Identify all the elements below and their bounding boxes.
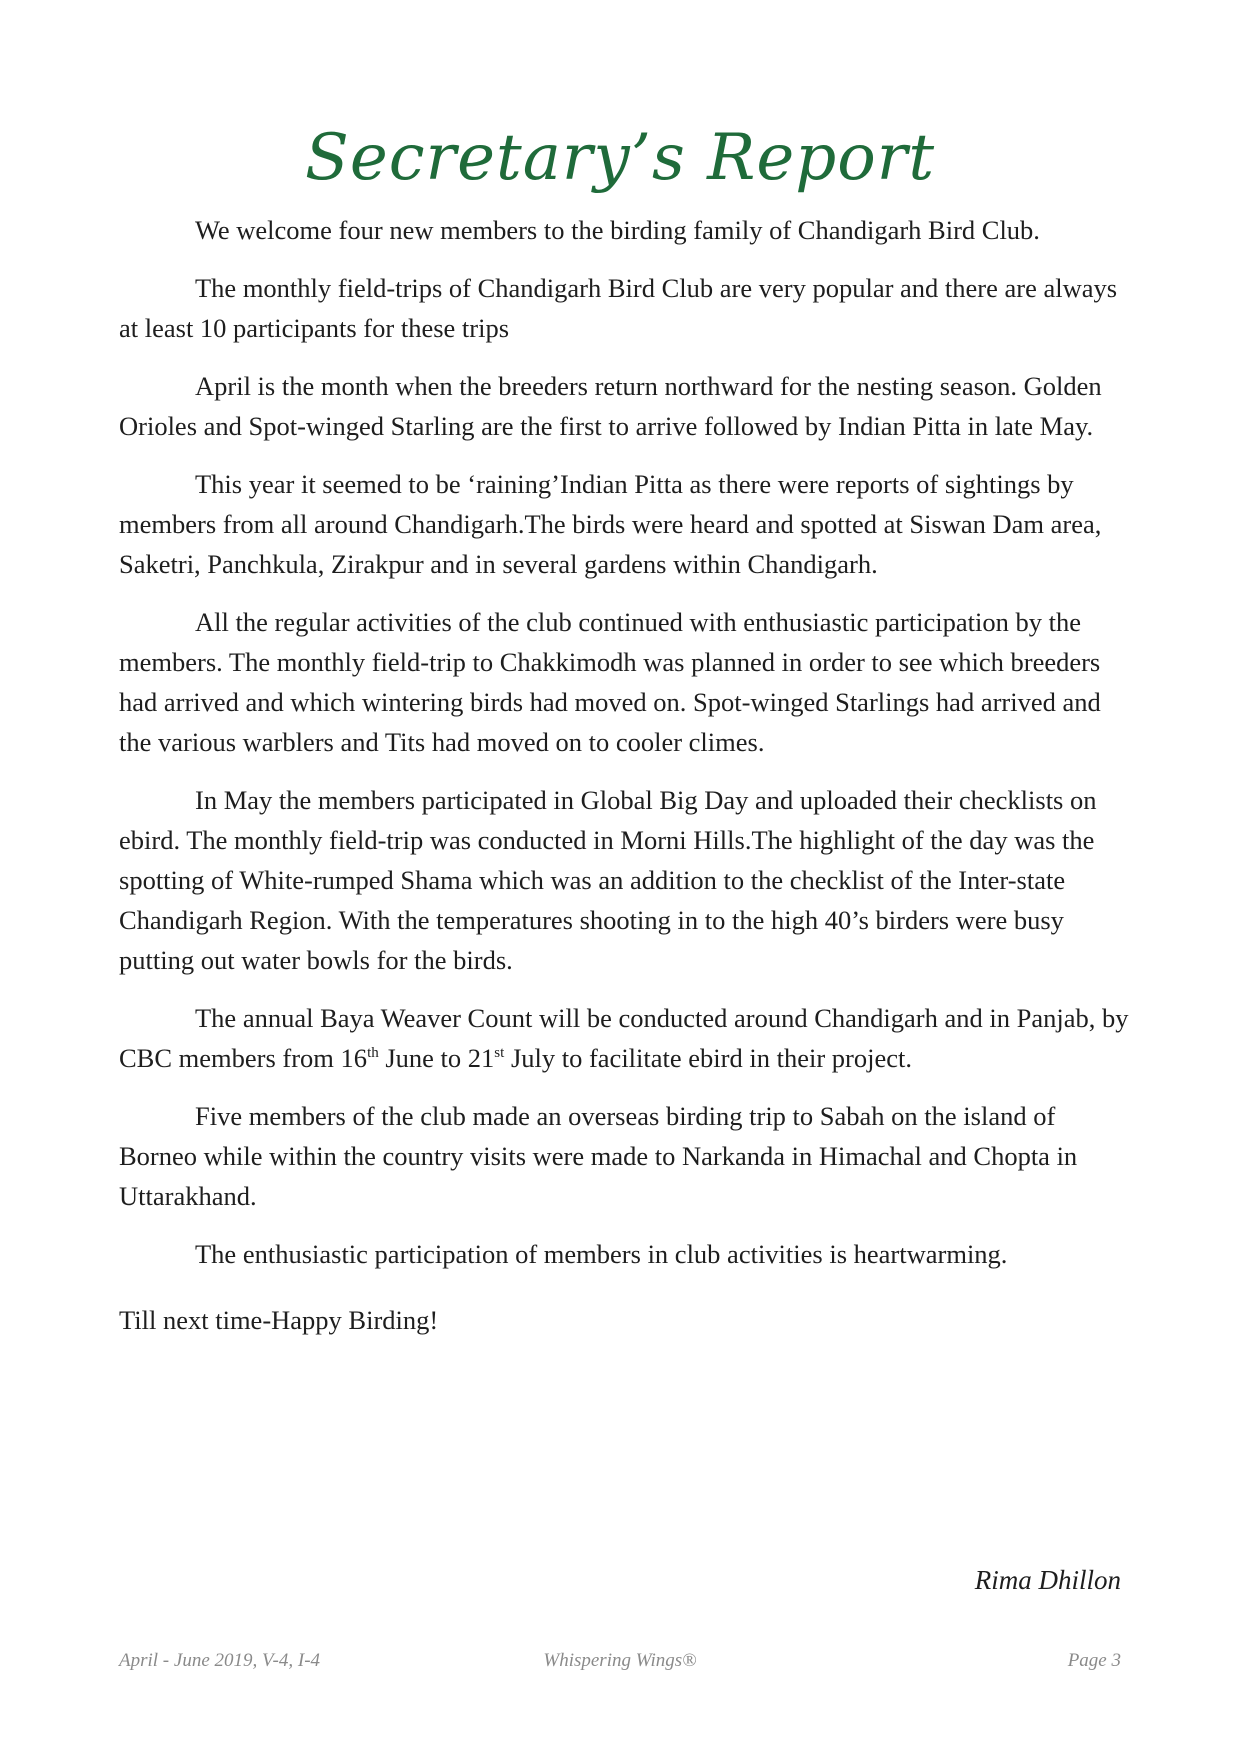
baya-sup-th: th [367, 1045, 379, 1061]
closing-line: Till next time-Happy Birding! [119, 1305, 439, 1335]
paragraph-global-big-day: In May the members participated in Global Big Day and uploaded their checklists on ebird. The monthly field-trip was conducted in Morni Hills.The highlight of the day was the spotting of White-rumped Shama which was an addition to the checklist of the Inter-state Chandigarh Region. With the temperatures shooting in to the high 40’s birders were busy putting out water bowls for the birds. [119, 785, 1097, 975]
baya-text-part1: The annual Baya Weaver Count will be conducted around Chandigarh and in Panjab, by CBC members from 16 [119, 1003, 1129, 1073]
paragraph-welcome: We welcome four new members to the birding family of Chandigarh Bird Club. [195, 215, 1040, 245]
paragraph-regular-activities: All the regular activities of the club continued with enthusiastic participation by the members. The monthly field-trip to Chakkimodh was planned in order to see which breeders had arrived and which wintering birds had moved on. Spot-winged Starlings had arrived and the various warblers and Tits had moved on to cooler climes. [119, 607, 1101, 757]
paragraph-indian-pitta: This year it seemed to be ‘raining’Indian Pitta as there were reports of sightings by members from all around Chandigarh.The birds were heard and spotted at Siswan Dam area, Saketri, Panchkula, Zirakpur and in several gardens within Chandigarh. [119, 469, 1102, 579]
baya-text-part2: June to 21 [378, 1043, 495, 1073]
report-body [119, 210, 1131, 1358]
footer-page-number: Page 3 [1067, 1650, 1121, 1671]
paragraph-field-trips: The monthly field-trips of Chandigarh Bird Club are very popular and there are always at least 10 participants for these trips [119, 273, 1118, 343]
paragraph-overseas-trip: Five members of the club made an overseas birding trip to Sabah on the island of Borneo while within the country visits were made to Narkanda in Himachal and Chopta in Uttarakhand. [119, 1101, 1078, 1211]
baya-sup-st: st [494, 1045, 505, 1061]
paragraph-breeders: April is the month when the breeders return northward for the nesting season. Golden Orioles and Spot-winged Starling are the first to arrive followed by Indian Pitta in late May. [119, 371, 1102, 441]
footer-publication: Whispering Wings® [543, 1650, 697, 1671]
paragraph-baya-weaver-count [119, 998, 1131, 1078]
signature: Rima Dhillon [974, 1565, 1121, 1595]
page-title: Secretary’s Report [304, 121, 936, 195]
baya-text-part3: July to facilitate ebird in their project. [504, 1043, 912, 1073]
paragraph-heartwarming: The enthusiastic participation of members in club activities is heartwarming. [195, 1239, 1008, 1269]
footer-issue: April - June 2019, V-4, I-4 [119, 1650, 321, 1671]
